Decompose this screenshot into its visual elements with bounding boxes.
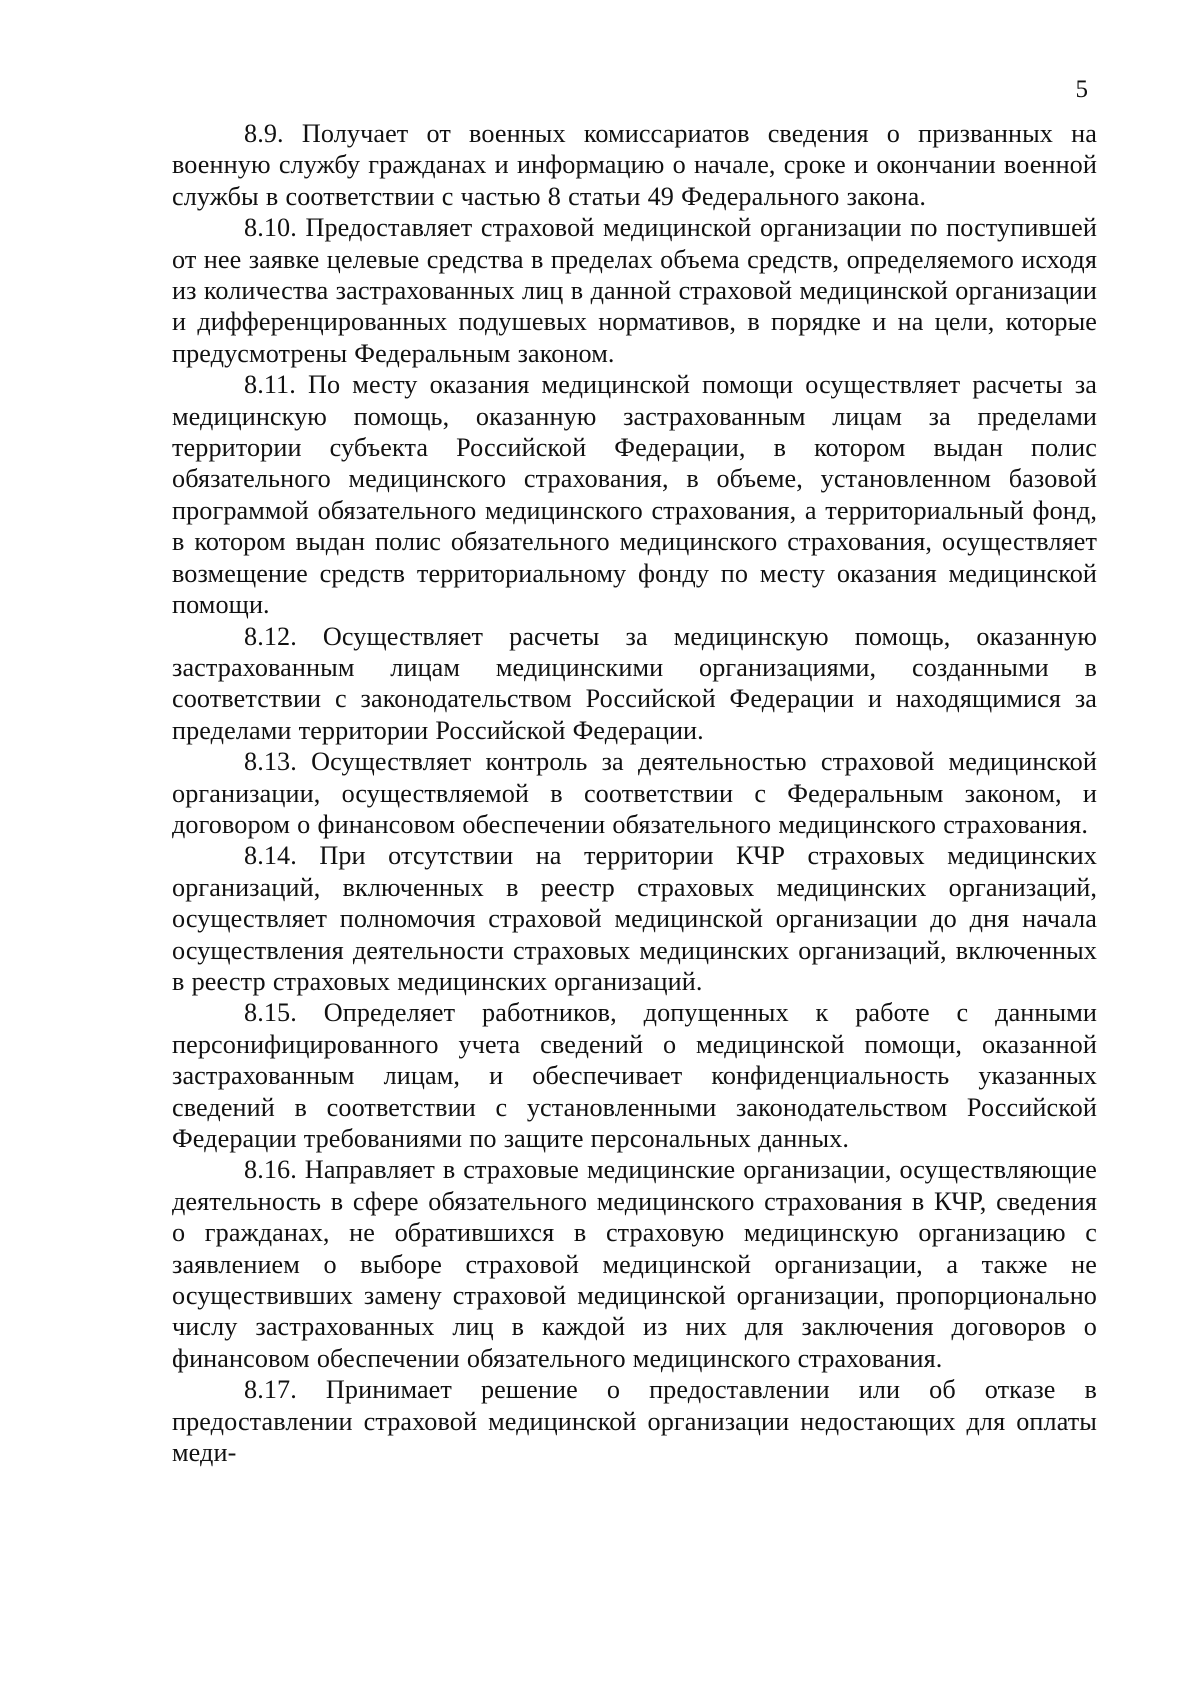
paragraph-8-17: 8.17. Принимает решение о предоставлении или об отказе в предоставлении страховой медицинской организации недостающих для оплаты меди- [172,1375,1097,1468]
paragraph-8-12: 8.12. Осуществляет расчеты за медицинскую помощь, оказанную застрахованным лицам медицинскими организациями, созданными в соответствии с законодательством Российской Федерации и находящимися за пределами территории Российской Федерации. [172,621,1097,745]
document-body [172,118,1097,1468]
paragraph-8-11: 8.11. По месту оказания медицинской помощи осуществляет расчеты за медицинскую помощь, оказанную застрахованным лицам за пределами территории субъекта Российской Федерации, в котором выдан полис обязательного медицинского страхования, в объеме, установленном базовой программой обязательного медицинского страхования, а территориальный фонд, в котором выдан полис обязательного медицинского страхования, осуществляет возмещение средств территориальному фонду по месту оказания медицинской помощи. [172,370,1097,620]
page-number: 5 [1075,76,1088,103]
paragraph-8-14: 8.14. При отсутствии на территории КЧР страховых медицинских организаций, включенных в реестр страховых медицинских организаций, осуществляет полномочия страховой медицинской организации до дня начала осуществления деятельности страховых медицинских организаций, включенных в реестр страховых медицинских организаций. [172,841,1097,996]
paragraph-8-10: 8.10. Предоставляет страховой медицинской организации по поступившей от нее заявке целевые средства в пределах объема средств, определяемого исходя из количества застрахованных лиц в данной страховой медицинской организации и дифференцированных подушевых нормативов, в порядке и на цели, которые предусмотрены Федеральным законом. [172,213,1097,368]
paragraph-8-9: 8.9. Получает от военных комиссариатов сведения о призванных на военную службу гражданах и информацию о начале, сроке и окончании военной службы в соответствии с частью 8 статьи 49 Федерального закона. [172,119,1097,211]
paragraph-8-13: 8.13. Осуществляет контроль за деятельностью страховой медицинской организации, осуществляемой в соответствии с Федеральным законом, и договором о финансовом обеспечении обязательного медицинского страхования. [172,747,1097,839]
paragraph-8-15: 8.15. Определяет работников, допущенных к работе с данными персонифицированного учета сведений о медицинской помощи, оказанной застрахованным лицам, и обеспечивает конфиденциальность указанных сведений в соответствии с установленными законодательством Российской Федерации требованиями по защите персональных данных. [172,998,1097,1153]
paragraph-8-16: 8.16. Направляет в страховые медицинские организации, осуществляющие деятельность в сфере обязательного медицинского страхования в КЧР, сведения о гражданах, не обратившихся в страховую медицинскую организацию с заявлением о выборе страховой медицинской организации, а также не осуществивших замену страховой медицинской организации, пропорционально числу застрахованных лиц в каждой из них для заключения договоров о финансовом обеспечении обязательного медицинского страхования. [172,1155,1097,1373]
